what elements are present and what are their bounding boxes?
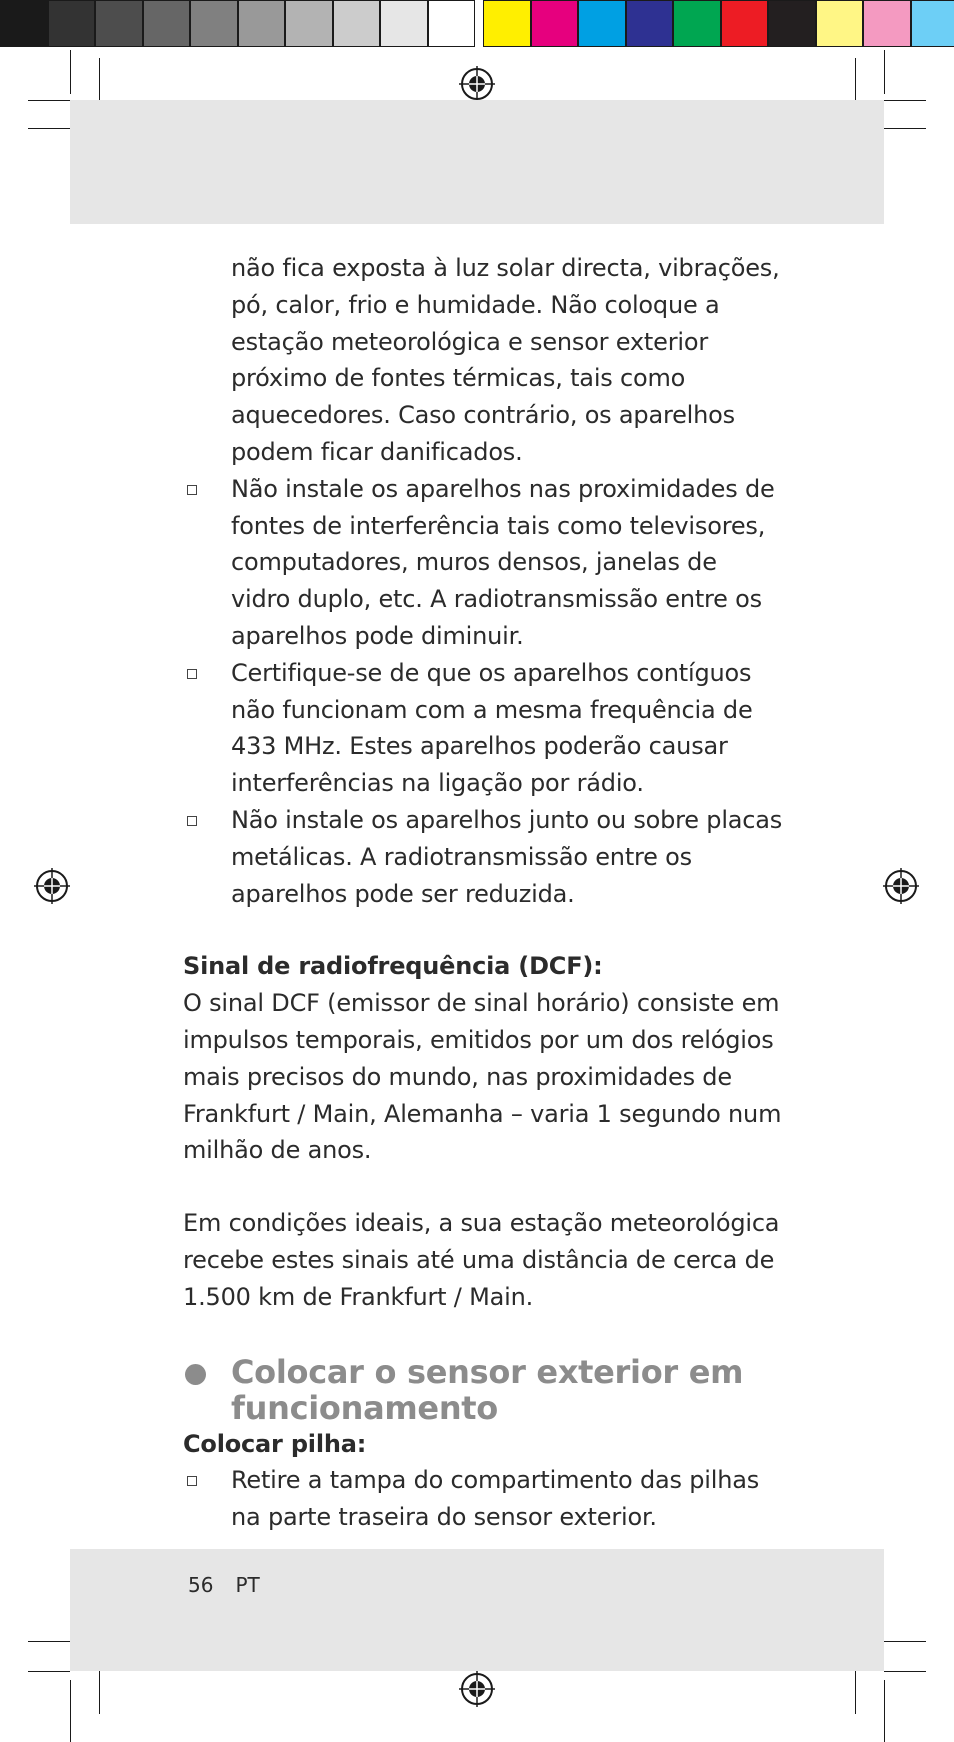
dcf-heading: Sinal de radiofrequência (DCF): (183, 952, 603, 981)
section-title: Colocar o sensor exterior em funcionamento (183, 1354, 783, 1426)
page-content (183, 250, 783, 1536)
color-swatch (428, 0, 476, 47)
crop-mark (884, 50, 885, 94)
color-calibration-bar (0, 0, 954, 49)
battery-bullet-list (183, 1462, 783, 1536)
crop-mark (70, 50, 71, 94)
crop-mark (855, 1664, 856, 1714)
color-swatch (238, 0, 286, 47)
color-swatch (0, 0, 48, 47)
crop-mark (28, 100, 70, 101)
list-item: Certifique-se de que os aparelhos contíguos não funcionam com a mesma frequência de 433 MHz. Estes aparelhos poderão causar interferências na ligação por rádio. (183, 655, 783, 802)
crop-mark (884, 100, 926, 101)
crop-mark (884, 1671, 926, 1672)
registration-mark-icon (883, 868, 919, 904)
registration-mark-icon (34, 868, 70, 904)
registration-mark-icon (459, 66, 495, 102)
dcf-paragraph: O sinal DCF (emissor de sinal horário) consiste em impulsos temporais, emitidos por um dos relógios mais precisos do mundo, nas proximidades de Frankfurt / Main, Alemanha – varia 1 segundo num milhão de anos. (183, 989, 782, 1165)
color-swatch (578, 0, 626, 47)
checkbox-square-icon (187, 1476, 197, 1486)
color-swatch (95, 0, 143, 47)
checkbox-square-icon (187, 816, 197, 826)
list-item: Não instale os aparelhos junto ou sobre placas metálicas. A radiotransmissão entre os aparelhos pode ser reduzida. (183, 802, 783, 912)
dcf-paragraph: Em condições ideais, a sua estação meteorológica recebe estes sinais até uma distância de cerca de 1.500 km de Frankfurt / Main. (183, 1209, 780, 1311)
color-swatch (673, 0, 721, 47)
color-swatch (48, 0, 96, 47)
bullet-list (183, 471, 783, 913)
list-item: Não instale os aparelhos nas proximidades de fontes de interferência tais como televisores, computadores, muros densos, janelas de vidro duplo, etc. A radiotransmissão entre os aparelhos pode diminuir. (183, 471, 783, 655)
color-swatch (816, 0, 864, 47)
checkbox-square-icon (187, 669, 197, 679)
color-swatch (143, 0, 191, 47)
page-number: 56 (188, 1573, 214, 1597)
battery-heading: Colocar pilha: (183, 1429, 367, 1458)
checkbox-square-icon (187, 485, 197, 495)
color-swatch (483, 0, 531, 47)
color-swatch (863, 0, 911, 47)
color-swatch (380, 0, 428, 47)
footer-band (70, 1549, 884, 1671)
page-footer (188, 1573, 282, 1597)
color-swatch (721, 0, 769, 47)
crop-mark (884, 1680, 885, 1742)
color-swatch (190, 0, 238, 47)
color-swatch (911, 0, 954, 47)
bullet-dot-icon (185, 1364, 206, 1385)
registration-mark-icon (459, 1671, 495, 1707)
list-item: Retire a tampa do compartimento das pilhas na parte traseira do sensor exterior. (183, 1462, 783, 1536)
header-band (70, 100, 884, 224)
continuation-paragraph: não fica exposta à luz solar directa, vibrações, pó, calor, frio e humidade. Não coloque a estação meteorológica e sensor exterior próximo de fontes térmicas, tais como aquecedores. Caso contrário, os aparelhos podem ficar danificados. (231, 254, 780, 466)
language-code: PT (235, 1573, 260, 1597)
crop-mark (70, 1680, 71, 1742)
color-swatch (768, 0, 816, 47)
crop-mark (99, 1664, 100, 1714)
color-swatch (626, 0, 674, 47)
color-swatch (333, 0, 381, 47)
color-swatch (531, 0, 579, 47)
color-swatch (285, 0, 333, 47)
crop-mark (28, 1671, 70, 1672)
